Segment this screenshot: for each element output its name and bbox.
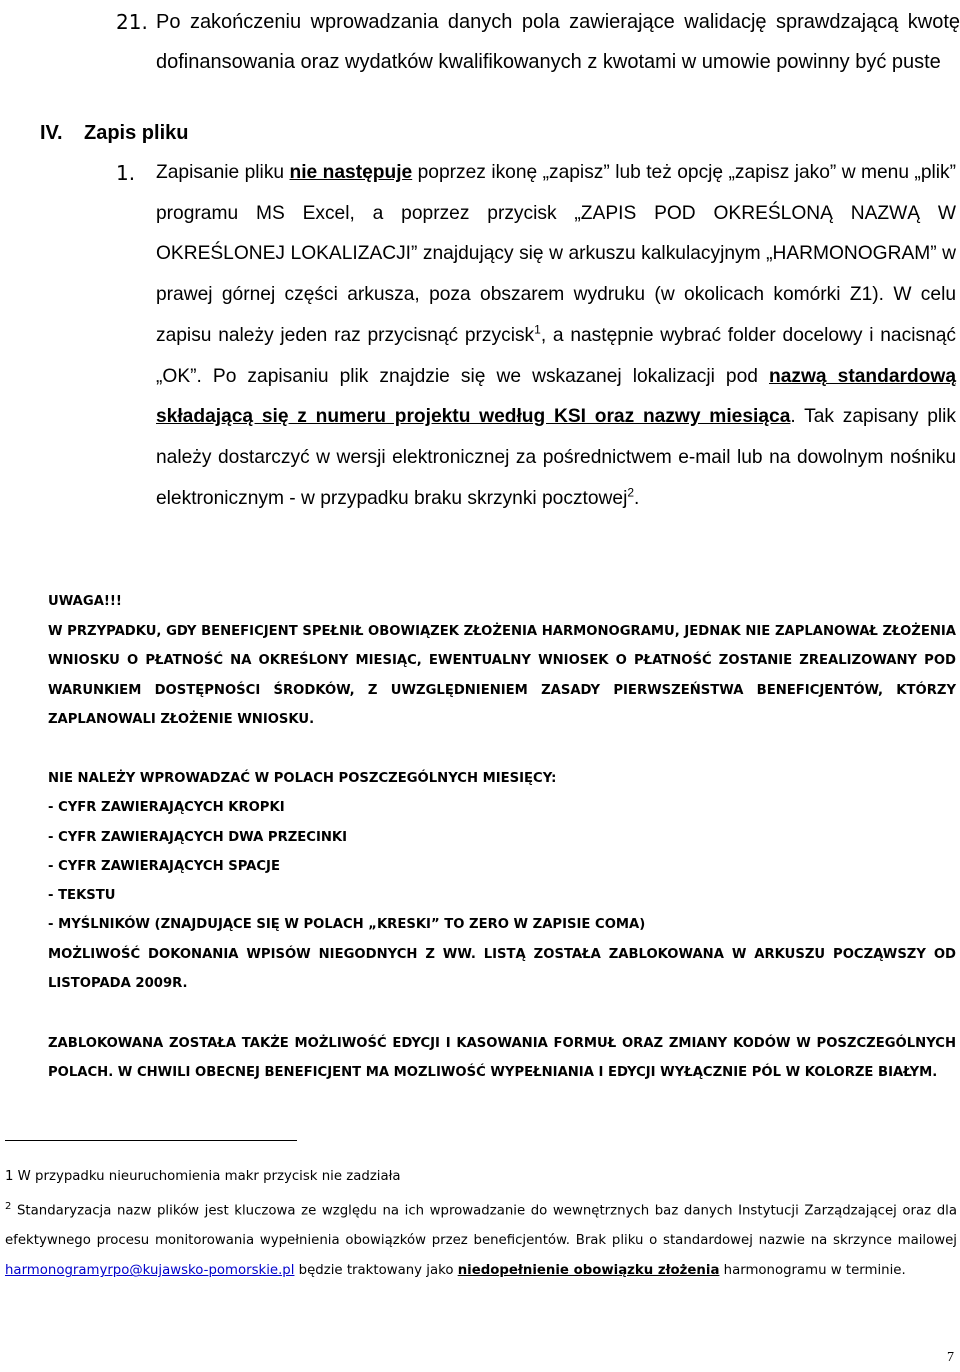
text-run: . Tak zapisany plik należy dostarczyć w wersji elektronicznej za pośrednictwem e-mail lub na dowolnym nośniku elektronicznym - w przypadku braku skrzynki pocztowej [156, 406, 956, 509]
footnote-mark: 2 [5, 1201, 12, 1212]
item-text: Po zakończeniu wprowadzania danych pola zawierające walidację sprawdzającą kwotę dofinansowania oraz wydatków kwalifikowanych z kwotami w umowie powinny być puste [156, 11, 960, 73]
section-title: Zapis pliku [84, 122, 189, 144]
text-run: Zapisanie pliku [156, 162, 290, 183]
warning-heading: UWAGA!!! [48, 594, 122, 609]
warning-list [48, 764, 956, 940]
footnote-1: 1 W przypadku nieuruchomienia makr przycisk nie zadziała [5, 1169, 401, 1184]
text-run: poprzez ikonę „zapisz” lub też opcję „zapisz jako” w menu „plik” programu MS Excel, a poprzez przycisk „ZAPIS POD OKREŚLONĄ NAZWĄ W OKREŚLONEJ LOKALIZACJI” znajdujący się w arkuszu kalkulacyjnym „HARMONOGRAM” w prawej górnej części arkusza, poza obszarem wydruku (w okolicach komórki Z1). W celu zapisu należy jeden raz przycisnąć przycisk [156, 162, 956, 346]
emphasis-text: nazwą standardową składającą się z numeru projektu według KSI oraz nazwy miesiąca [156, 365, 956, 428]
list-item: - TEKSTU [48, 888, 116, 904]
footnote-2 [5, 1192, 957, 1286]
item-number: 1. [116, 161, 136, 185]
text-run: Standaryzacja nazw plików jest kluczowa ze względu na ich wprowadzanie do wewnętrznych baz danych Instytucji Zarządzającej oraz dla efektywnego procesu monitorowania wypełnienia obowiązków przez beneficjentów. Brak pliku o standardowej nazwie na skrzynce mailowej [5, 1203, 957, 1249]
emphasis-text: niedopełnienie obowiązku złożenia [457, 1263, 720, 1279]
footnote-separator [5, 1140, 297, 1141]
list-heading: NIE NALEŻY WPROWADZAĆ W POLACH POSZCZEGÓLNYCH MIESIĘCY: [48, 771, 557, 786]
emphasis-text: nie następuje [289, 162, 413, 183]
page-number: 7 [947, 1350, 954, 1365]
section-numeral: IV. [40, 122, 63, 144]
section-heading [40, 114, 188, 152]
warning-paragraph-1: W PRZYPADKU, GDY BENEFICJENT SPEŁNIŁ OBOWIĄZEK ZŁOŻENIA HARMONOGRAMU, JEDNAK NIE ZAPLANOWAŁ ZŁOŻENIA WNIOSKU O PŁATNOŚĆ NA OKREŚLONY MIESIĄC, EWENTUALNY WNIOSEK O PŁATNOŚĆ ZOSTANIE ZREALIZOWANY POD WARUNKIEM DOSTĘPNOŚCI ŚRODKÓW, Z UWZGLĘDNIENIEM ZASADY PIERWSZEŃSTWA BENEFICJENTÓW, KTÓRZY ZAPLANOWALI ZŁOŻENIE WNIOSKU. [48, 624, 956, 727]
warning-paragraph-3: ZABLOKOWANA ZOSTAŁA TAKŻE MOŻLIWOŚĆ EDYCJI I KASOWANIA FORMUŁ ORAZ ZMIANY KODÓW W POSZCZEGÓLNYCH POLACH. W CHWILI OBECNEJ BENEFICJENT MA MOZLIWOŚĆ WYPEŁNIANIA I EDYCJI WYŁĄCZNIE PÓL W KOLORZE BIAŁYM. [48, 1036, 956, 1081]
text-run: harmonogramu w terminie. [719, 1263, 906, 1279]
footnote-ref[interactable]: 1 [534, 322, 541, 337]
warning-paragraph-2: MOŻLIWOŚĆ DOKONANIA WPISÓW NIEGODNYCH Z WW. LISTĄ ZOSTAŁA ZABLOKOWANA W ARKUSZU POCZĄWSZY OD LISTOPADA 2009R. [48, 947, 956, 992]
list-item: - CYFR ZAWIERAJĄCYCH SPACJE [48, 858, 280, 874]
footnote-ref[interactable]: 2 [627, 485, 635, 500]
email-link[interactable]: harmonogramyrpo@kujawsko-pomorskie.pl [5, 1263, 295, 1279]
text-run: , a następnie wybrać folder docelowy i nacisnąć „OK”. Po zapisaniu plik znajdzie się we wskazanej lokalizacji pod [156, 324, 956, 387]
list-item-1 [116, 153, 956, 519]
list-item: - CYFR ZAWIERAJĄCYCH KROPKI [48, 800, 285, 816]
item-number: 21. [116, 10, 148, 34]
list-item: - CYFR ZAWIERAJĄCYCH DWA PRZECINKI [48, 829, 348, 845]
text-run: . [634, 487, 640, 509]
item-text [156, 153, 956, 519]
list-item: - MYŚLNIKÓW (ZNAJDUJĄCE SIĘ W POLACH „KRESKI” TO ZERO W ZAPISIE COMA) [48, 917, 646, 933]
text-run: będzie traktowany jako [294, 1263, 458, 1279]
list-item-21 [116, 2, 960, 82]
